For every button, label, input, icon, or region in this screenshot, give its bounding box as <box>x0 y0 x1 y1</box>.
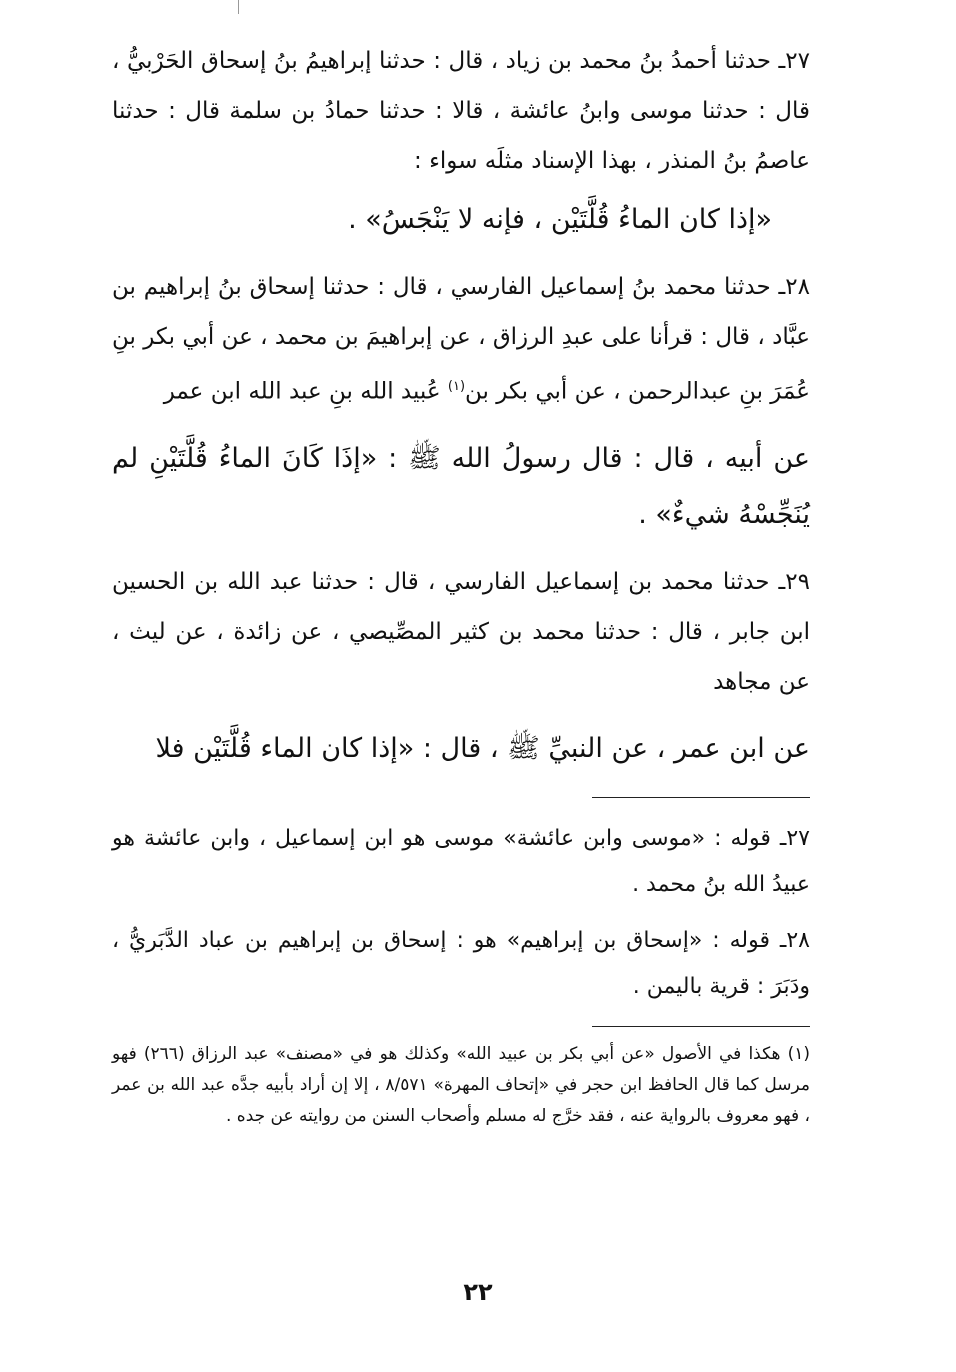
hadith-29-matn: عن ابن عمر ، عن النبيِّ ﷺ ، قال : «إذا كان الماء قُلَّتَيْن فلا <box>155 732 810 764</box>
commentary-divider <box>592 797 810 798</box>
hadith-28-isnad <box>112 262 810 417</box>
page-number: ٢٢ <box>463 1278 493 1306</box>
footnote-ref[interactable]: (١) <box>447 379 466 394</box>
footnote-divider <box>592 1026 810 1027</box>
hadith-29-isnad: ٢٩ـ حدثنا محمد بن إسماعيل الفارسي ، قال : حدثنا عبد الله بن الحسين ابن جابر ، قال : حدثنا محمد بن كثير المصِّيصي ، عن زائدة ، عن ليث ، عن مجاهد <box>112 568 810 695</box>
commentary-note-28: ٢٨ـ قوله : «إسحاق بن إبراهيم» هو : إسحاق بن إبراهيم بن عباد الدَّبَريُّ ، ودَبَرَ : قرية باليمن . <box>112 927 810 999</box>
scan-mark <box>238 0 239 14</box>
hadith-27-matn: «إذا كان الماءُ قُلَّتَيْن ، فإنه لا يَنْجَسُ» . <box>348 204 772 235</box>
commentary-note-27: ٢٧ـ قوله : «موسى وابن عائشة» موسى هو ابن إسماعيل ، وابن عائشة هو عبيدُ الله بنُ محمد . <box>112 825 810 897</box>
hadith-27-isnad: ٢٧ـ حدثنا أحمدُ بنُ محمد بن زياد ، قال : حدثنا إبراهيمُ بنُ إسحاق الحَرْبيُّ ، قال : حدثنا موسى وابنُ عائشة ، قالا : حدثنا حمادُ بن سلمة قال : حدثنا عاصمُ بنُ المنذر ، بهذا الإسناد مثلَه سواء : <box>112 48 810 174</box>
hadith-28-isnad-a: ٢٨ـ حدثنا محمد بنُ إسماعيل الفارسي ، قال : حدثنا إسحاق بنُ إبراهيم بن عبَّاد ، قال : قرأنا على عبدِ الرزاق ، عن إبراهيمَ بن محمد ، عن أبي بكر بنِ عُمَرَ بنِ عبدالرحمن ، عن أبي بكر بن <box>112 274 810 405</box>
footnote-1: (١) هكذا في الأصول «عن أبي بكر بن عبيد الله» وكذلك هو في «مصنف» عبد الرزاق (٢٦٦) فهو مرسل كما قال الحافظ ابن حجر في «إتحاف المهرة» ٨/٥٧١ ، إلا إن أراد بأبيه جدَّه عبد الله بن عمر ، فهو معروف بالرواية عنه ، فقد خرَّج له مسلم وأصحاب السنن من روايته عن جده . <box>112 1043 811 1126</box>
hadith-28-isnad-b: عُبيد الله بنِ عبد الله ابن عمر <box>163 378 448 405</box>
hadith-28-matn: عن أبيه ، قال : قال رسولُ الله ﷺ : «إذَا كَانَ الماءُ قُلَّتَيْنِ لم يُنَجِّسْهُ شيءٌ» . <box>112 442 810 530</box>
